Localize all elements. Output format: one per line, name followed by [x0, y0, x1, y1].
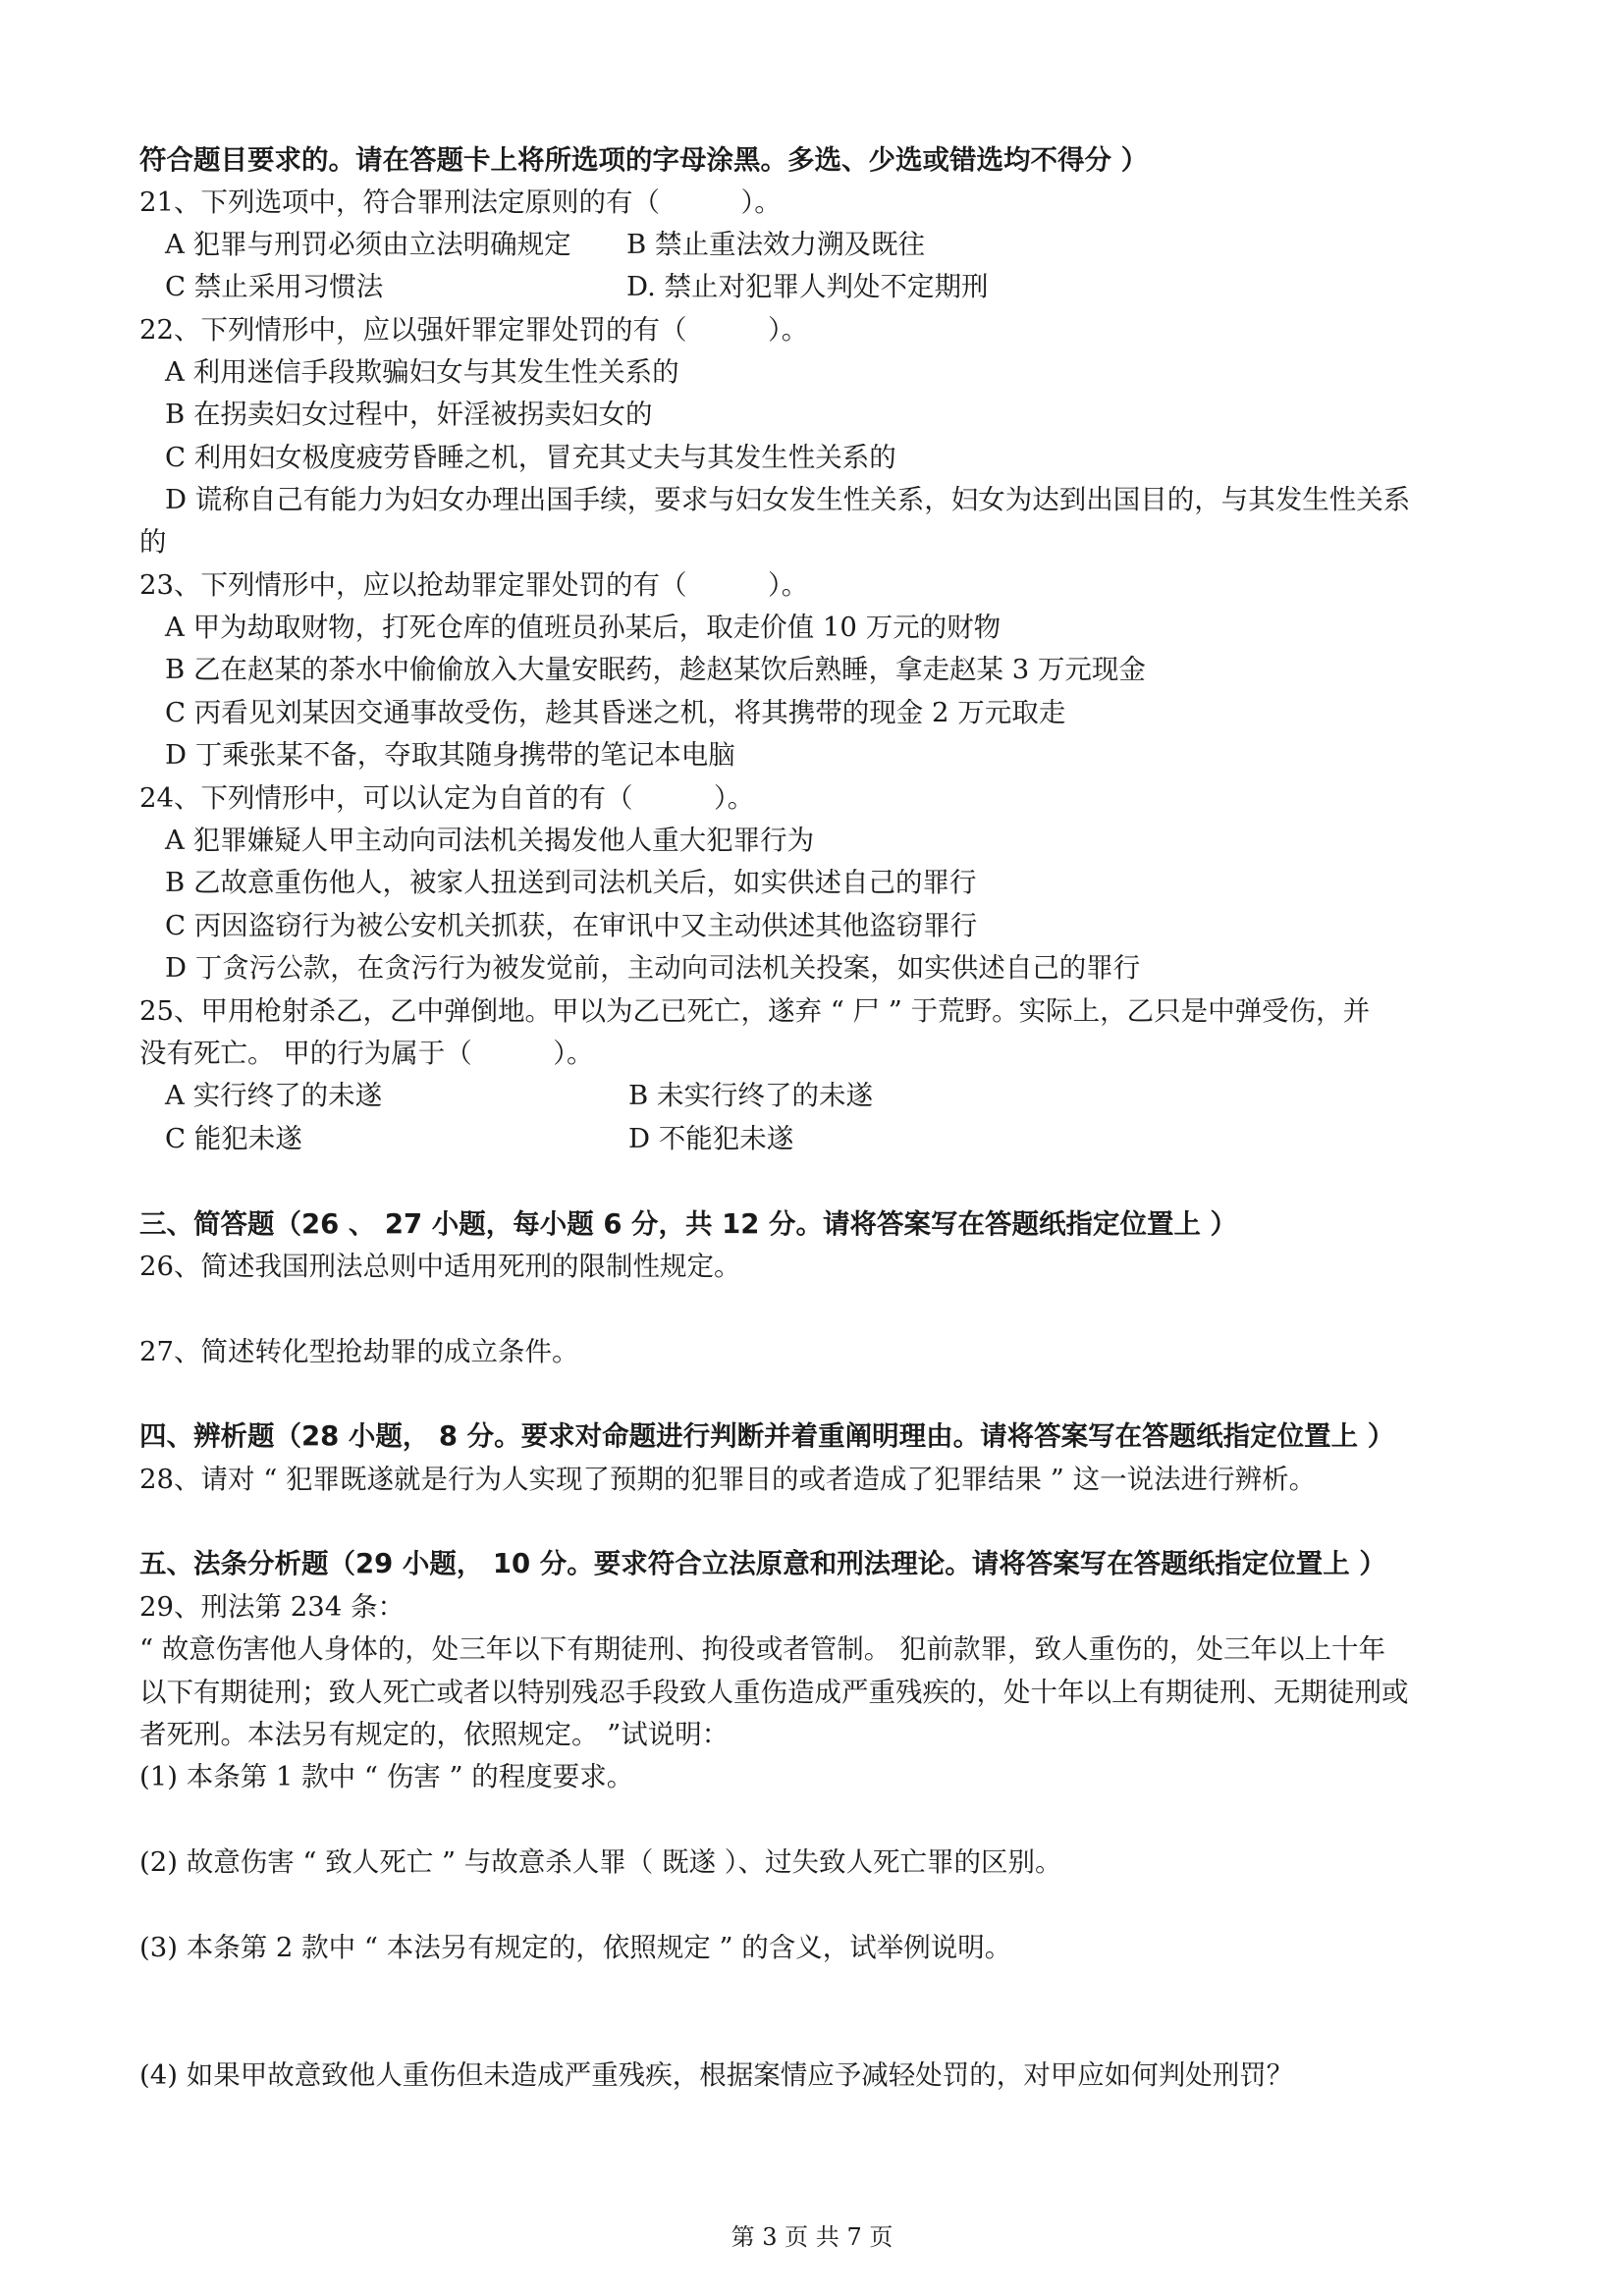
question-21-option-c: C 禁止采用习惯法 [165, 271, 384, 302]
question-21-option-a: A 犯罪与刑罚必须由立法明确规定 [165, 229, 571, 260]
question-25-option-a: A 实行终了的未遂 [165, 1080, 383, 1111]
question-24-stem: 24、下列情形中，可以认定为自首的有（ ）。 [139, 782, 755, 814]
question-24-option-c: C 丙因盗窃行为被公安机关抓获，在审讯中又主动供述其他盗窃罪行 [165, 910, 978, 941]
question-25-stem: 25、甲用枪射杀乙，乙中弹倒地。甲以为乙已死亡，遂弃 “ 尸 ” 于荒野。实际上，乙只是中弹受伤，并 [139, 995, 1371, 1027]
question-25-option-b: B 未实行终了的未遂 [628, 1080, 873, 1111]
question-22-option-b: B 在拐卖妇女过程中，奸淫被拐卖妇女的 [165, 399, 653, 430]
question-23-option-c: C 丙看见刘某因交通事故受伤，趁其昏迷之机，将其携带的现金 2 万元取走 [165, 697, 1066, 728]
statute-text-line-2: 以下有期徒刑；致人死亡或者以特别残忍手段致人重伤造成严重残疾的，处十年以上有期徒刑、无期徒刑或 [139, 1677, 1409, 1708]
question-23-stem: 23、下列情形中，应以抢劫罪定罪处罚的有（ ）。 [139, 569, 809, 601]
sub-question-4: (4) 如果甲故意致他人重伤但未造成严重残疾，根据案情应予减轻处罚的，对甲应如何判处刑罚？ [139, 2059, 1294, 2091]
question-22-option-a: A 利用迷信手段欺骗妇女与其发生性关系的 [165, 356, 679, 388]
question-22-option-d-continued: 的 [139, 526, 167, 558]
question-25-option-c: C 能犯未遂 [165, 1123, 302, 1154]
question-24-option-b: B 乙故意重伤他人，被家人扭送到司法机关后，如实供述自己的罪行 [165, 867, 977, 898]
question-25-option-d: D 不能犯未遂 [628, 1123, 794, 1154]
sub-question-2: (2) 故意伤害 “ 致人死亡 ” 与故意杀人罪（ 既遂 ）、过失致人死亡罪的区别。 [139, 1846, 1062, 1878]
statute-text-line-3: 者死刑。本法另有规定的，依照规定。 ”试说明： [139, 1719, 730, 1750]
question-22-option-c: C 利用妇女极度疲劳昏睡之机，冒充其丈夫与其发生性关系的 [165, 442, 896, 473]
part-five-header: 五、法条分析题（29 小题， 10 分。要求符合立法原意和刑法理论。请将答案写在答题纸指定位置上 ） [139, 1548, 1386, 1579]
question-23-option-a: A 甲为劫取财物，打死仓库的值班员孙某后，取走价值 10 万元的财物 [165, 612, 1001, 643]
question-22-stem: 22、下列情形中，应以强奸罪定罪处罚的有（ ）。 [139, 314, 809, 346]
page-number-footer: 第 3 页 共 7 页 [731, 2223, 893, 2251]
question-29-stem: 29、刑法第 234 条： [139, 1591, 405, 1623]
question-24-option-a: A 犯罪嫌疑人甲主动向司法机关揭发他人重大犯罪行为 [165, 825, 815, 856]
question-24-option-d: D 丁贪污公款，在贪污行为被发觉前，主动向司法机关投案，如实供述自己的罪行 [165, 952, 1141, 984]
question-23-option-b: B 乙在赵某的茶水中偷偷放入大量安眠药，趁赵某饮后熟睡，拿走赵某 3 万元现金 [165, 654, 1146, 685]
question-21-option-d: D. 禁止对犯罪人判处不定期刑 [626, 271, 989, 302]
question-26: 26、简述我国刑法总则中适用死刑的限制性规定。 [139, 1251, 741, 1282]
sub-question-1: (1) 本条第 1 款中 “ 伤害 ” 的程度要求。 [139, 1761, 634, 1792]
question-28: 28、请对 “ 犯罪既遂就是行为人实现了预期的犯罪目的或者造成了犯罪结果 ” 这一说法进行辨析。 [139, 1464, 1317, 1495]
question-25-stem-continued: 没有死亡。 甲的行为属于（ ）。 [139, 1038, 594, 1069]
sub-question-3: (3) 本条第 2 款中 “ 本法另有规定的，依照规定 ” 的含义，试举例说明。 [139, 1932, 1012, 1963]
question-22-option-d: D 谎称自己有能力为妇女办理出国手续，要求与妇女发生性关系，妇女为达到出国目的，与其发生性关系 [165, 484, 1411, 515]
statute-text-line-1: “ 故意伤害他人身体的，处三年以下有期徒刑、拘役或者管制。 犯前款罪，致人重伤的，处三年以上十年 [139, 1633, 1386, 1665]
question-27: 27、简述转化型抢劫罪的成立条件。 [139, 1336, 579, 1367]
part-three-header: 三、简答题（26 、 27 小题，每小题 6 分，共 12 分。请将答案写在答题纸指定位置上 ） [139, 1208, 1238, 1240]
part-four-header: 四、辨析题（28 小题， 8 分。要求对命题进行判断并着重阐明理由。请将答案写在答题纸指定位置上 ） [139, 1420, 1395, 1452]
question-21-option-b: B 禁止重法效力溯及既往 [626, 229, 925, 260]
question-23-option-d: D 丁乘张某不备，夺取其随身携带的笔记本电脑 [165, 739, 735, 771]
question-21-stem: 21、下列选项中，符合罪刑法定原则的有（ ）。 [139, 187, 782, 218]
part-two-instruction: 符合题目要求的。请在答题卡上将所选项的字母涂黑。多选、少选或错选均不得分 ） [139, 144, 1149, 176]
